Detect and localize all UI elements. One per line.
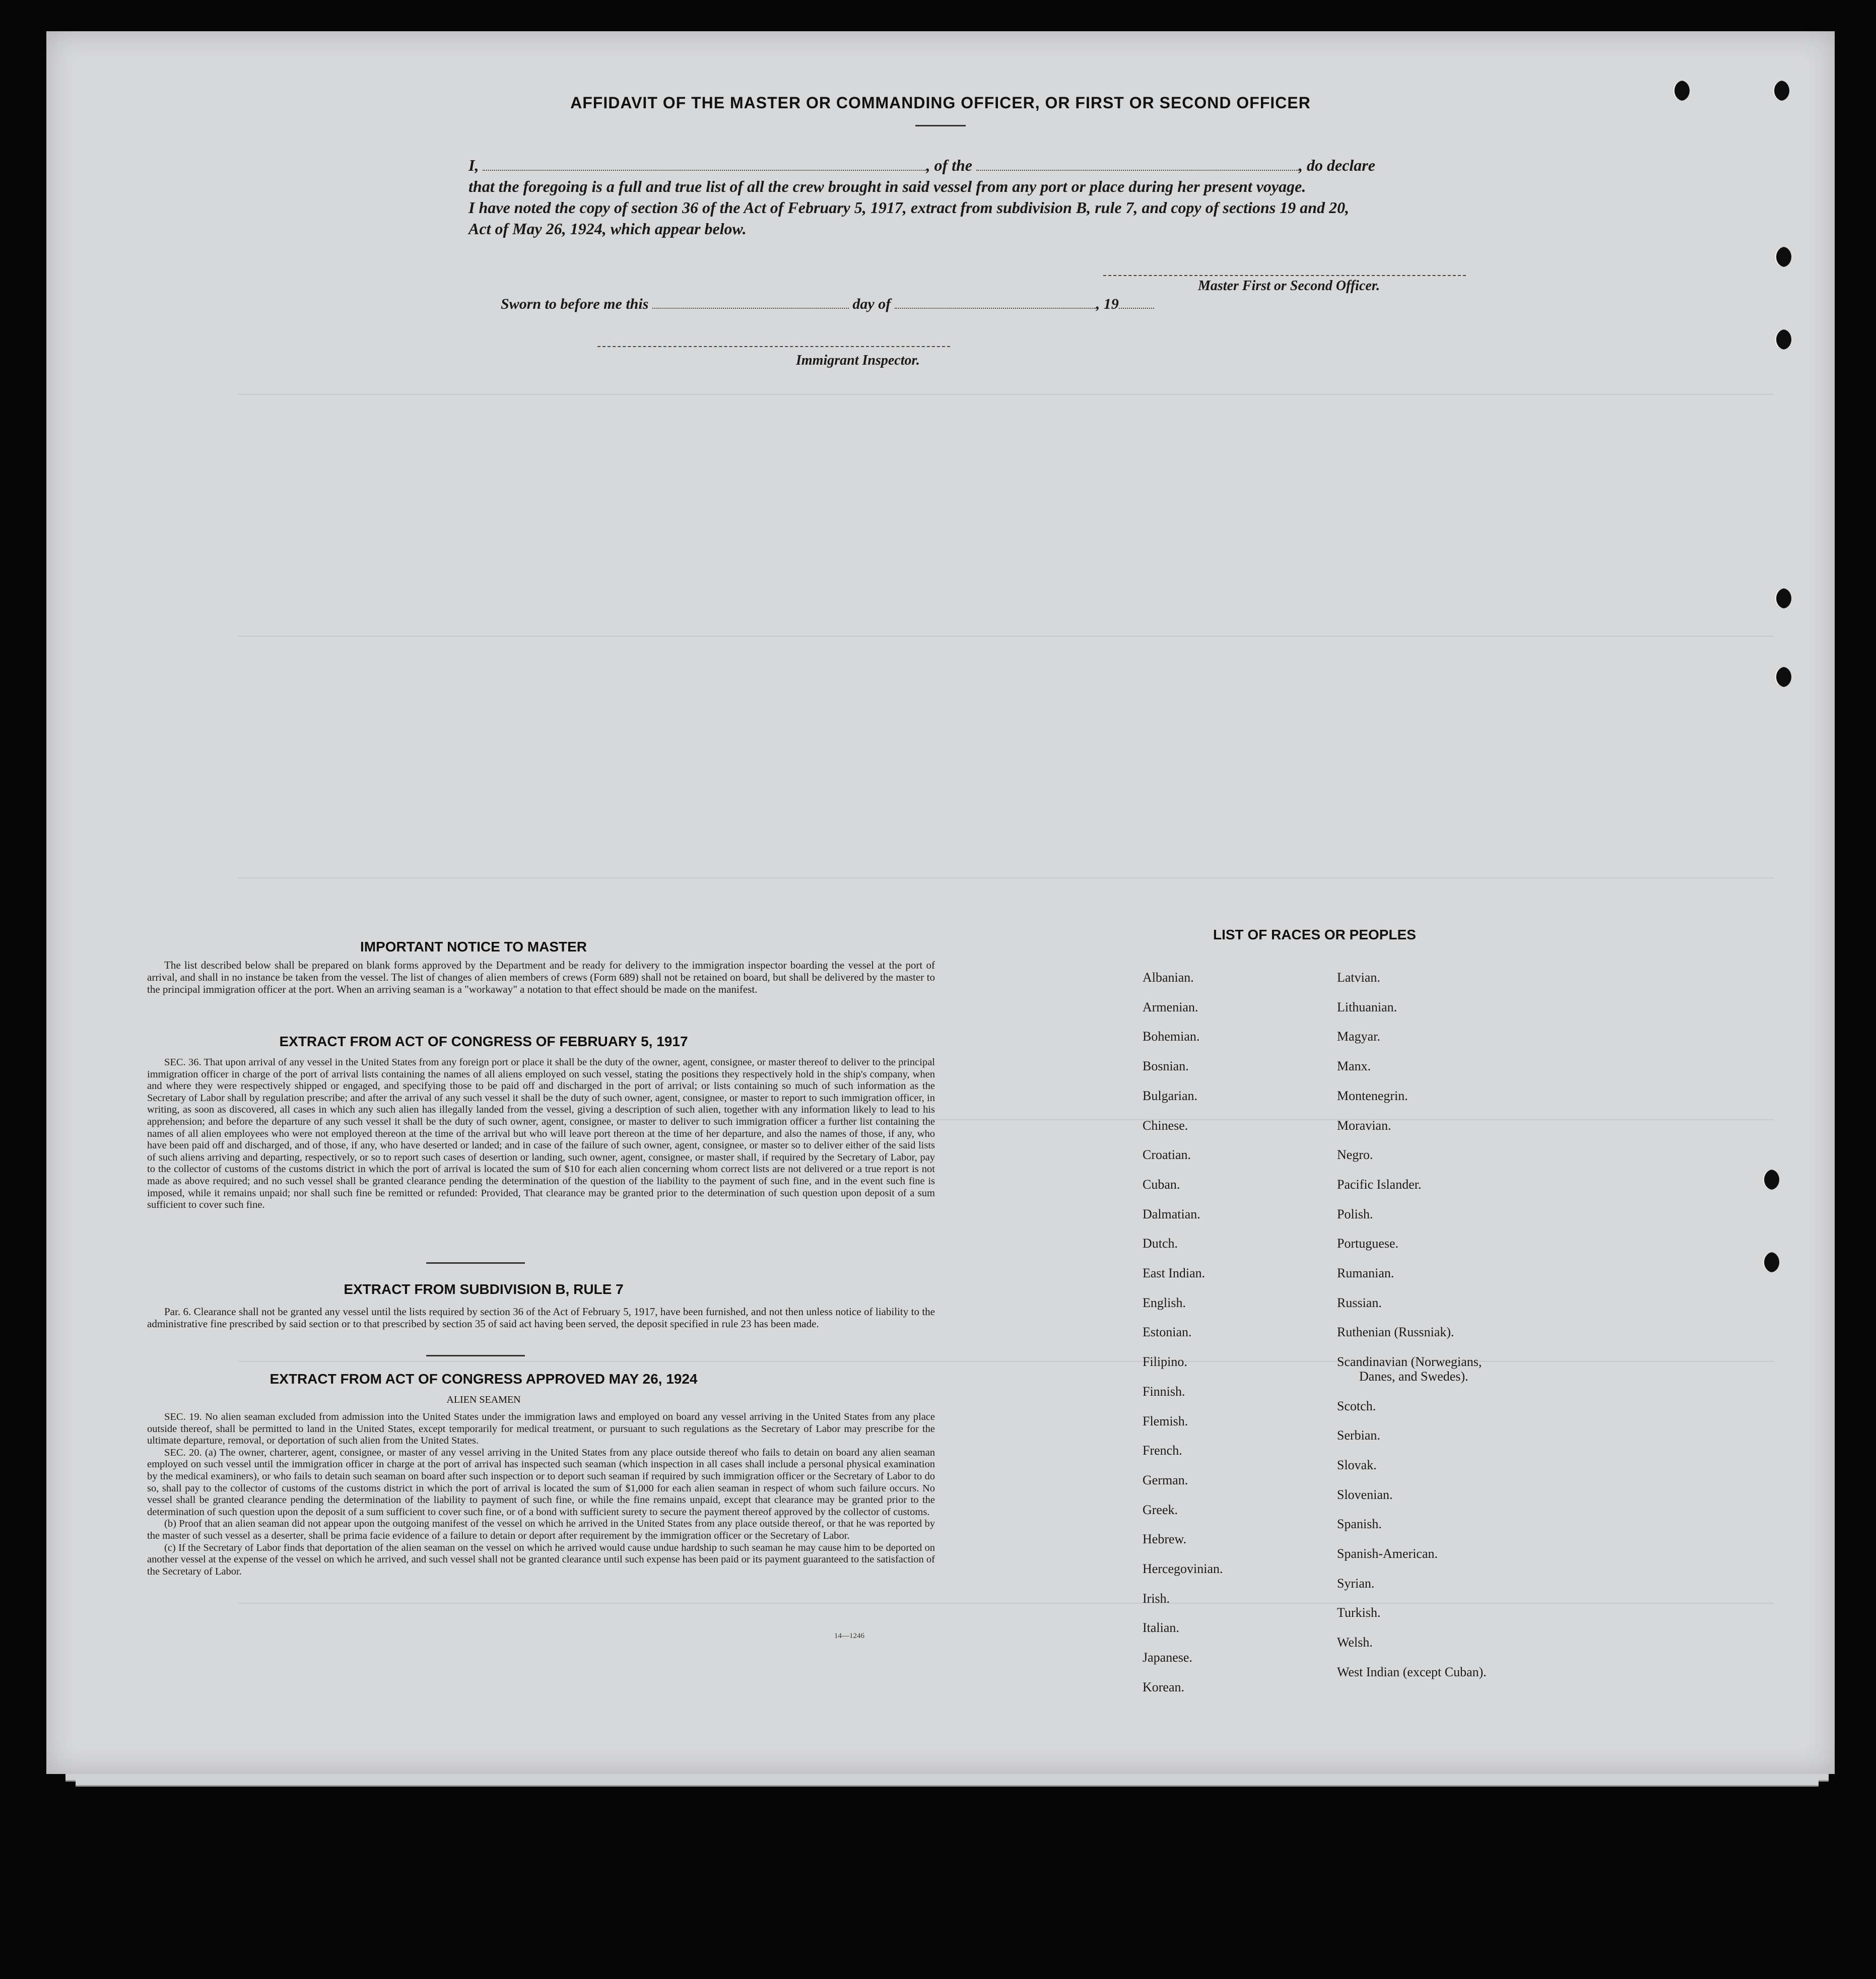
race-item: Syrian. [1337, 1576, 1375, 1591]
section-19-paragraph: SEC. 19. No alien seaman excluded from admission into the United States under the immigration laws and employed on board any vessel arriving in the United States from any place outside thereof, shall be permitted to land in the United States, except temporarily for medical treatment, or pursuant to such regulations as the Secretary of Labor may prescribe for the ultimate departure, removal, or deportation of such alien from the United States. [147, 1411, 935, 1447]
race-item: Flemish. [1143, 1413, 1188, 1428]
master-signature-label: Master First or Second Officer. [1198, 278, 1380, 294]
race-item: Spanish-American. [1337, 1546, 1438, 1561]
race-item: Dutch. [1143, 1236, 1178, 1251]
race-item: Bosnian. [1143, 1059, 1189, 1074]
race-item: Filipino. [1143, 1354, 1187, 1370]
title-rule [915, 125, 966, 126]
section-divider [426, 1355, 525, 1356]
race-item: Lithuanian. [1337, 999, 1397, 1014]
race-item: Slovak. [1337, 1457, 1377, 1472]
sworn-year: , 19 [1096, 296, 1119, 312]
affidavit-word-i: I, [468, 156, 479, 174]
race-item: Spanish. [1337, 1517, 1382, 1532]
race-item: Moravian. [1337, 1118, 1391, 1133]
underlying-page-edge [76, 1780, 1819, 1787]
sworn-year-blank[interactable] [1119, 297, 1154, 309]
sworn-statement [501, 296, 1307, 313]
race-item: German. [1143, 1472, 1188, 1487]
section-divider [426, 1262, 525, 1264]
section-36-paragraph: SEC. 36. That upon arrival of any vessel in the United States from any foreign port or place it shall be the duty of the owner, agent, consignee, or master thereof to deliver to the principal immigration officer in charge of the port of arrival lists containing the names of all aliens employed on such vessel, stating the positions they respectively hold in the ship's company, when and where they were respectively shipped or engaged, and specifying those to be paid off and discharged in the port of arrival; or lists containing so much of such information as the Secretary of Labor shall by regulation prescribe; and after the arrival of any such vessel it shall be the duty of such owner, agent, consignee, or master to report to such immigration officer, in writing, as soon as discovered, all cases in which any such alien has illegally landed from the vessel, giving a description of such alien, together with any information likely to lead to his apprehension; and before the departure of any such vessel it shall be the duty of such owner, agent, consignee, or master to deliver to such immigration officer a further list containing the names of all alien employees who were not employed thereon at the time of the arrival but who will leave port thereon at the time of her departure, and also the names of those, if any, who have been paid off and discharged, and of those, if any, who have deserted or landed; and in case of the failure of such owner, agent, consignee, or master so to deliver either of the said lists of such aliens arriving and departing, respectively, or so to report such cases of desertion or landing, such owner, agent, consignee, or master shall, if required by the Secretary of Labor, pay to the collector of customs of the customs district in which the port of arrival is located the sum of $10 for each alien concerning whom correct lists are not delivered or a true report is not made as above required; and no such vessel shall be granted clearance pending the determination of the question of the liability to the payment of such fine, and in the event such fine is imposed, while it remains unpaid; nor shall such fine be remitted or refunded: Provided, That clearance may be granted prior to the determination of such question upon deposit of a sum sufficient to cover such fine. [147, 1057, 935, 1211]
subdivision-text [147, 1306, 935, 1330]
race-item: Welsh. [1337, 1635, 1373, 1650]
races-title: LIST OF RACES OR PEOPLES [1213, 927, 1416, 942]
race-item: French. [1143, 1443, 1182, 1458]
race-item: Turkish. [1337, 1605, 1381, 1620]
punch-hole [1762, 1170, 1779, 1190]
race-item: Croatian. [1143, 1147, 1191, 1163]
section-20a-paragraph: SEC. 20. (a) The owner, charterer, agent, consignee, or master of any vessel arriving in the United States from any place outside thereof who fails to detain on board any alien seaman employed on such vessel until the immigration officer in charge at the port of arrival has inspected such seaman (which inspection in all cases shall include a personal physical examination by the medical examiners), or who fails to detain such seaman on board after such inspection or to deport such seaman if required by such immigration officer or the Secretary of Labor to do so, shall pay to the collector of customs of the customs district in which the port of arrival is located the sum of $1,000 for each alien seaman in respect of whom such failure occurs. No vessel shall be granted clearance pending the determination of the liability to payment of such fine, or while the fine remains unpaid, except that clearance may be granted prior to the determination of such question upon the deposit of a sum sufficient to cover such fine, or of a bond with sufficient surety to secure the payment thereof approved by the collector of customs. [147, 1447, 935, 1518]
section-20b-paragraph: (b) Proof that an alien seaman did not appear upon the outgoing manifest of the vessel on which he arrived in the United States from any place outside thereof, or that he was reported by the master of such vessel as a deserter, shall be prima facie evidence of a failure to detain or deport after requirement by the immigration officer or the Secretary of Labor. [147, 1518, 935, 1541]
inspector-signature-label: Immigrant Inspector. [796, 353, 920, 368]
inspector-signature-line[interactable] [597, 346, 950, 347]
notice-text [147, 959, 935, 995]
punch-hole [1762, 1252, 1779, 1272]
race-item: Dalmatian. [1143, 1206, 1200, 1221]
extract-1917-text [147, 1057, 935, 1211]
affidavit-line-3: I have noted the copy of section 36 of the Act of February 5, 1917, extract from subdivision B, rule 7, and copy of sections 19 and 20, [468, 198, 1350, 217]
affidavit-do-declare: , do declare [1299, 156, 1375, 174]
race-item: Greek. [1143, 1502, 1178, 1517]
master-signature-line[interactable] [1103, 275, 1466, 276]
race-item: Russian. [1337, 1295, 1382, 1310]
alien-seamen-subtitle: ALIEN SEAMEN [446, 1394, 521, 1405]
subdivision-title: EXTRACT FROM SUBDIVISION B, RULE 7 [344, 1281, 624, 1297]
affidavit-title: AFFIDAVIT OF THE MASTER OR COMMANDING OFFICER, OR FIRST OR SECOND OFFICER [570, 94, 1311, 112]
race-item: Japanese. [1143, 1650, 1192, 1665]
race-item: Albanian. [1143, 970, 1194, 985]
race-item: Cuban. [1143, 1177, 1180, 1192]
affidavit-body [468, 155, 1481, 239]
race-item: Hebrew. [1143, 1532, 1187, 1547]
race-item: Polish. [1337, 1206, 1373, 1221]
sworn-month-blank[interactable] [895, 297, 1096, 309]
race-item: English. [1143, 1295, 1186, 1310]
affidavit-line-1 [468, 155, 1481, 176]
race-item: Latvian. [1337, 970, 1380, 985]
race-item: Bohemian. [1143, 1029, 1200, 1044]
race-item: Ruthenian (Russniak). [1337, 1325, 1454, 1340]
race-item: Finnish. [1143, 1384, 1185, 1399]
race-item: Hercegovinian. [1143, 1561, 1223, 1576]
race-item: Irish. [1143, 1591, 1170, 1606]
race-item: Armenian. [1143, 999, 1198, 1014]
punch-hole [1774, 329, 1791, 350]
race-item: Korean. [1143, 1679, 1185, 1694]
sworn-day-of: day of [852, 296, 891, 312]
punch-hole [1774, 247, 1791, 267]
race-item: Portuguese. [1337, 1236, 1399, 1251]
race-item: Danes, and Swedes). [1359, 1369, 1468, 1384]
race-item: Chinese. [1143, 1118, 1188, 1133]
punch-hole [1772, 81, 1789, 101]
vessel-blank[interactable] [976, 158, 1299, 171]
race-item: Scotch. [1337, 1398, 1376, 1413]
extract-1924-title: EXTRACT FROM ACT OF CONGRESS APPROVED MAY 26, 1924 [270, 1371, 698, 1387]
extract-1924-text [147, 1411, 935, 1578]
sworn-day-blank[interactable] [652, 297, 849, 309]
race-item: Magyar. [1337, 1029, 1380, 1044]
sworn-prefix: Sworn to before me this [501, 296, 649, 312]
race-item: Montenegrin. [1337, 1088, 1408, 1103]
section-20c-paragraph: (c) If the Secretary of Labor finds that deportation of the alien seaman on the vessel on which he arrived would cause undue hardship to such seaman he may cause him to be deported on another vessel at the expense of the vessel on which he arrived, and such vessel shall not be granted clearance until such expense has been paid or its payment guaranteed to the satisfaction of the Secretary of Labor. [147, 1542, 935, 1577]
notice-title: IMPORTANT NOTICE TO MASTER [360, 939, 587, 954]
punch-hole [1672, 81, 1690, 101]
race-item: Rumanian. [1337, 1266, 1394, 1280]
race-item: Italian. [1143, 1620, 1179, 1635]
race-item: East Indian. [1143, 1266, 1205, 1280]
document-page [46, 31, 1835, 1774]
extract-1917-title: EXTRACT FROM ACT OF CONGRESS OF FEBRUARY 5, 1917 [279, 1034, 688, 1049]
form-number: 14—1246 [834, 1632, 864, 1640]
affidavit-line-4: Act of May 26, 1924, which appear below. [468, 220, 747, 238]
race-item: West Indian (except Cuban). [1337, 1664, 1487, 1679]
punch-hole [1774, 588, 1791, 608]
punch-hole [1774, 667, 1791, 687]
race-item: Serbian. [1337, 1428, 1380, 1443]
race-item: Negro. [1337, 1147, 1373, 1163]
name-blank[interactable] [483, 158, 926, 171]
race-item: Pacific Islander. [1337, 1177, 1422, 1192]
race-item: Slovenian. [1337, 1487, 1393, 1502]
race-item: Scandinavian (Norwegians, [1337, 1354, 1482, 1370]
paragraph-6: Par. 6. Clearance shall not be granted any vessel until the lists required by section 36 of the Act of February 5, 1917, have been furnished, and not then unless notice of liability to the administrative fine prescribed by said section or to that prescribed by section 35 of said act having been served, the deposit specified in rule 23 has been made. [147, 1306, 935, 1330]
notice-paragraph: The list described below shall be prepared on blank forms approved by the Department and be ready for delivery to the immigration inspector boarding the vessel at the port of arrival, and shall in no instance be taken from the vessel. The list of changes of alien members of crews (Form 689) shall not be retained on board, but shall be delivered by the master to the principal immigration officer at the port. When an arriving seaman is a "workaway" a notation to that effect should be made on the manifest. [147, 959, 935, 995]
race-item: Bulgarian. [1143, 1088, 1198, 1103]
affidavit-line-2: that the foregoing is a full and true list of all the crew brought in said vessel from any port or place during her present voyage. [468, 177, 1306, 195]
affidavit-of-the: , of the [926, 156, 972, 174]
race-item: Manx. [1337, 1059, 1371, 1074]
race-item: Estonian. [1143, 1325, 1192, 1340]
